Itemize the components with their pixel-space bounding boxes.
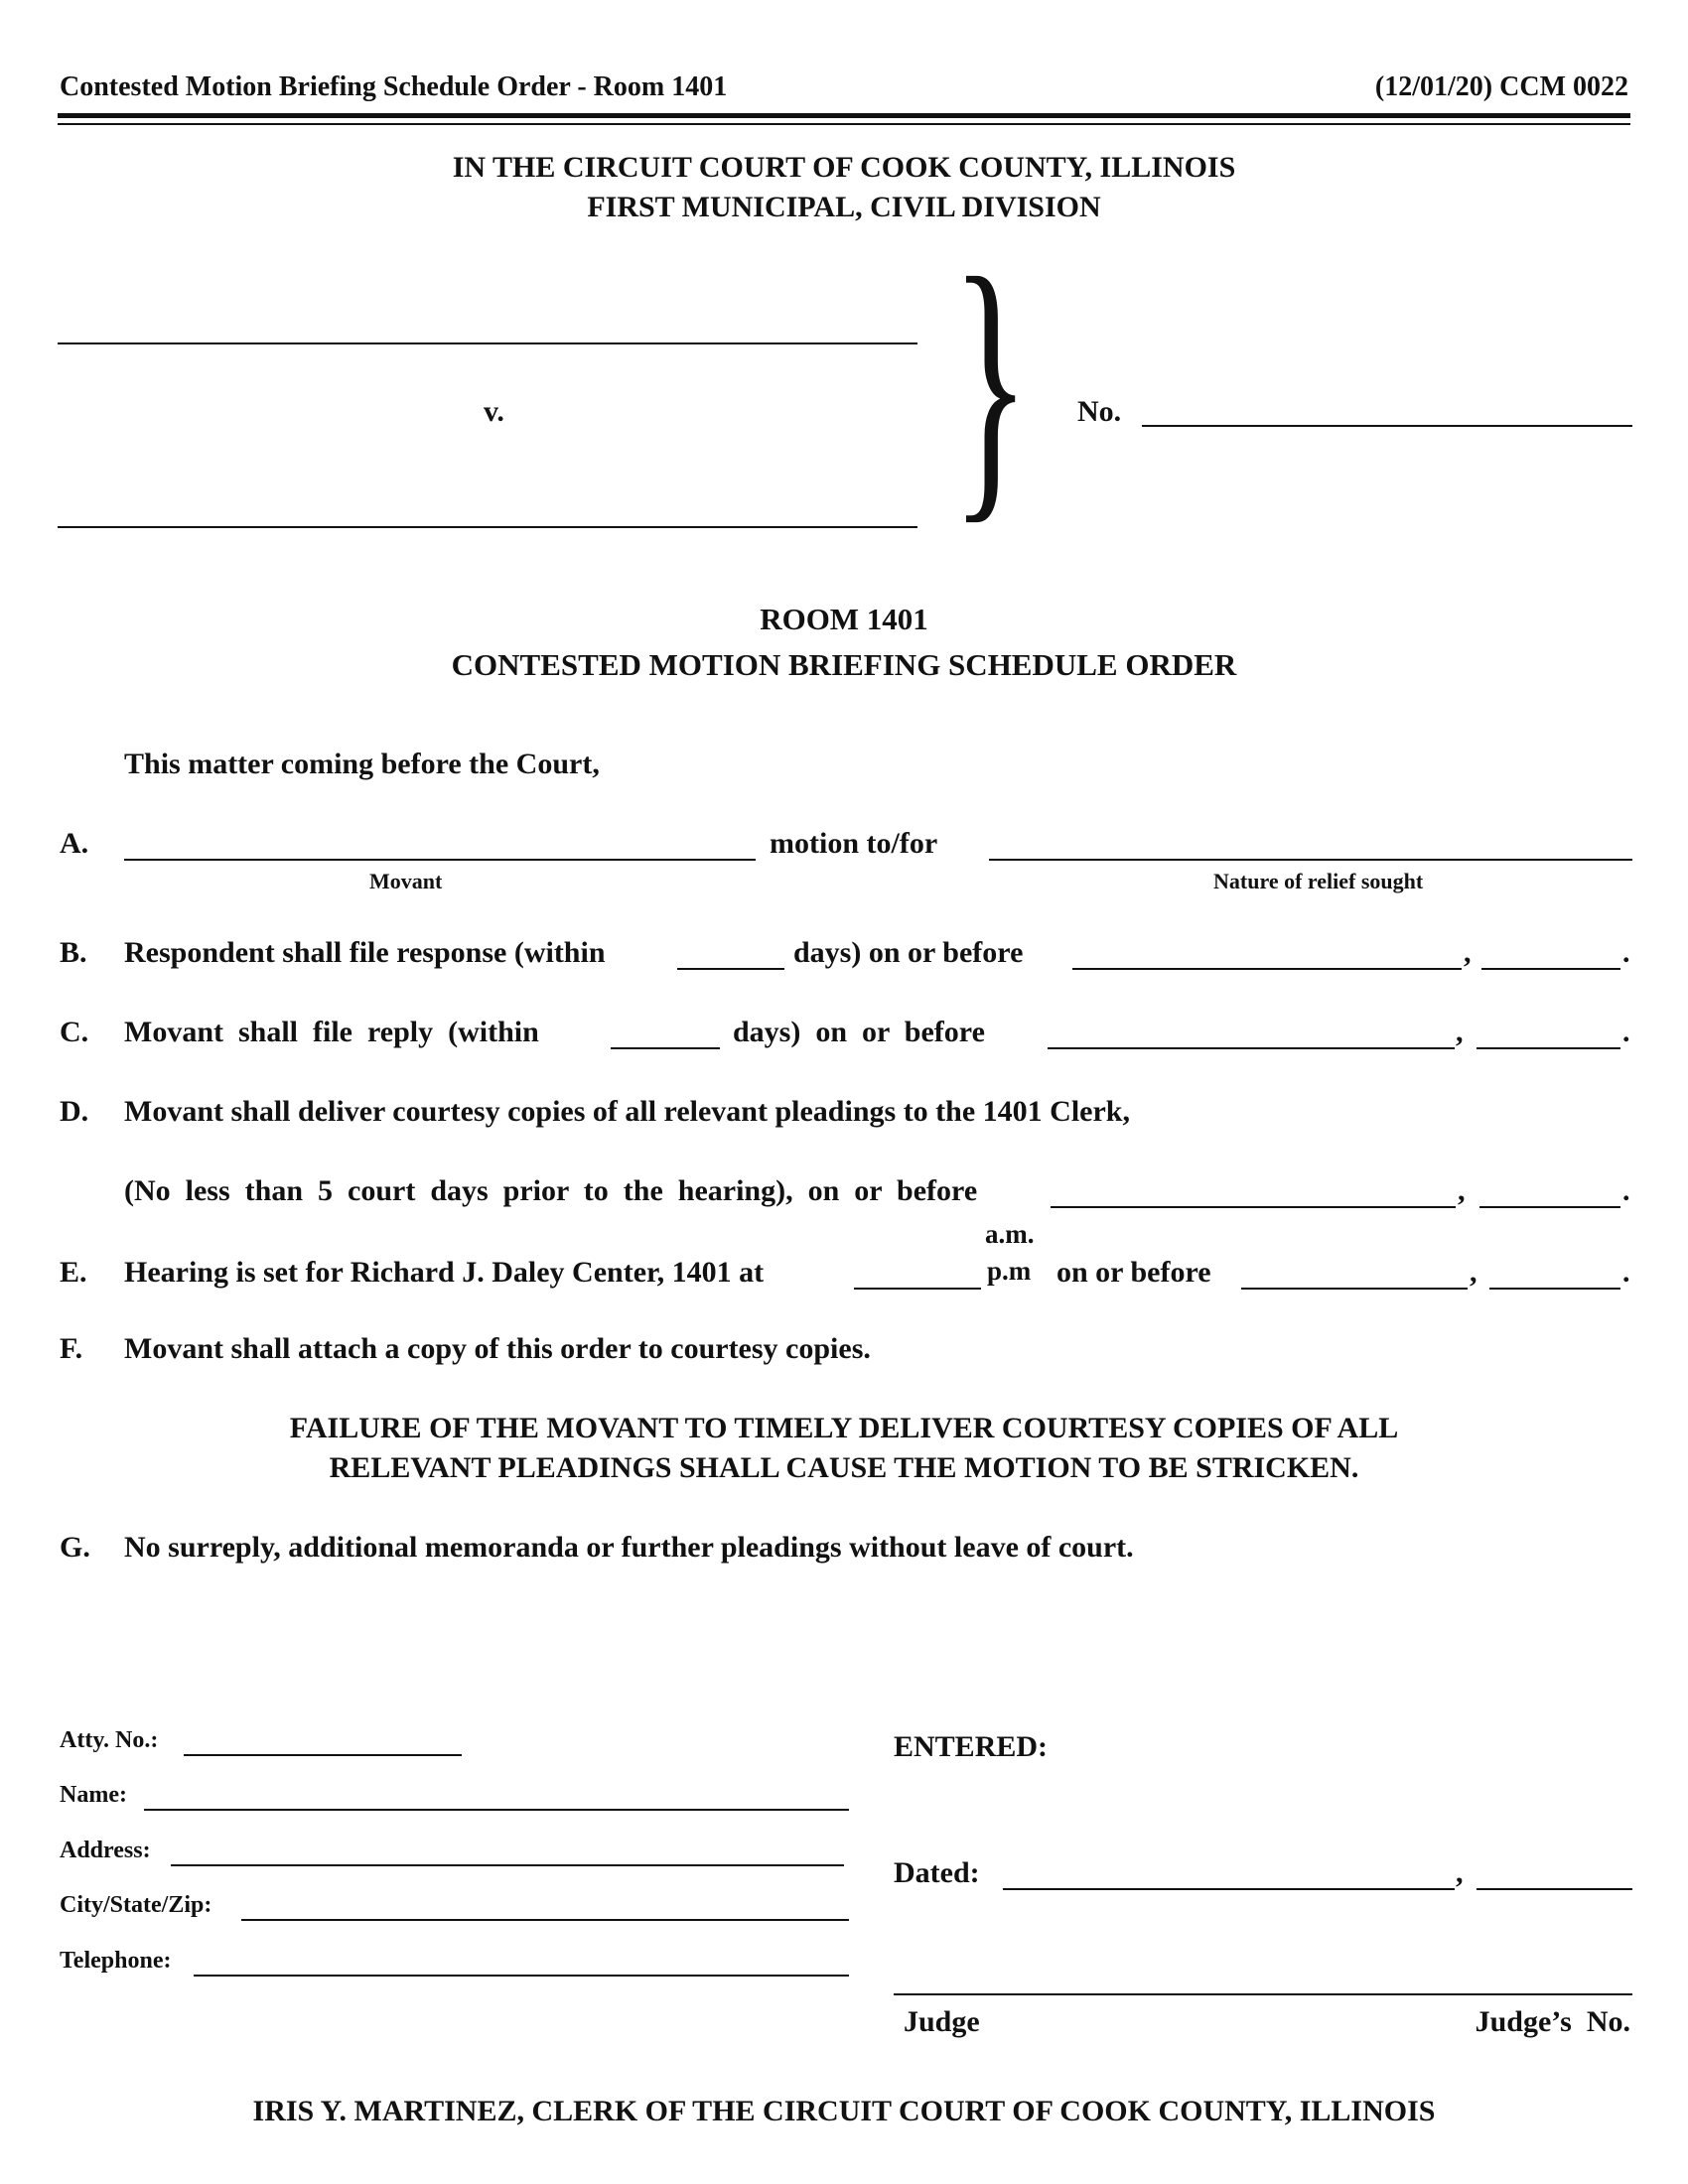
item-g-letter: G. (60, 1531, 90, 1564)
dated-label: Dated: (894, 1856, 980, 1889)
response-days-field[interactable] (677, 968, 784, 970)
court-name: IN THE CIRCUIT COURT OF COOK COUNTY, ILLINOIS (452, 151, 1236, 184)
warning-line-2: RELEVANT PLEADINGS SHALL CAUSE THE MOTION TO BE STRICKEN. (329, 1451, 1359, 1484)
atty-no-label: Atty. No.: (60, 1727, 159, 1753)
item-a-motion-text: motion to/for (770, 827, 938, 860)
item-d-comma: , (1458, 1174, 1466, 1207)
item-d-period: . (1622, 1174, 1630, 1207)
name-label: Name: (60, 1782, 127, 1808)
judge-no-label: Judge’s No. (1475, 2005, 1630, 2038)
item-e-letter: E. (60, 1256, 87, 1289)
item-b-text-2: days) on or before (793, 936, 1024, 969)
caption-brace: } (951, 217, 1031, 547)
relief-caption: Nature of relief sought (1213, 869, 1424, 893)
item-c-letter: C. (60, 1016, 89, 1048)
judge-signature-field[interactable] (894, 1993, 1632, 1995)
hearing-date-field[interactable] (1241, 1288, 1468, 1290)
court-division: FIRST MUNICIPAL, CIVIL DIVISION (587, 191, 1101, 223)
address-field[interactable] (171, 1864, 844, 1866)
item-c-text-2: days) on or before (733, 1016, 985, 1048)
item-e-text: Hearing is set for Richard J. Daley Center, 1401 at (124, 1256, 765, 1289)
item-f-text: Movant shall attach a copy of this order to courtesy copies. (124, 1332, 871, 1365)
judge-label: Judge (904, 2005, 980, 2038)
dated-year-field[interactable] (1477, 1888, 1632, 1890)
plaintiff-field[interactable] (58, 342, 917, 344)
item-b-period: . (1622, 936, 1630, 969)
item-d-text: Movant shall deliver courtesy copies of all relevant pleadings to the 1401 Clerk, (124, 1095, 1130, 1128)
movant-caption: Movant (369, 869, 443, 893)
dated-field[interactable] (1003, 1888, 1455, 1890)
item-f-letter: F. (60, 1332, 83, 1365)
item-c-text: Movant shall file reply (within (124, 1016, 539, 1048)
case-no-field[interactable] (1142, 425, 1632, 427)
dated-comma: , (1456, 1856, 1464, 1889)
header-rule-thick (58, 113, 1630, 118)
item-e-text-2: on or before (1056, 1256, 1211, 1289)
item-c-period: . (1622, 1016, 1630, 1048)
address-label: Address: (60, 1838, 151, 1863)
courtesy-date-field[interactable] (1051, 1206, 1456, 1208)
reply-date-field[interactable] (1048, 1047, 1455, 1049)
item-e-period: . (1622, 1256, 1630, 1289)
atty-no-field[interactable] (184, 1754, 462, 1756)
entered-label: ENTERED: (894, 1730, 1049, 1763)
response-year-field[interactable] (1481, 968, 1620, 970)
clerk-footer: IRIS Y. MARTINEZ, CLERK OF THE CIRCUIT COURT OF COOK COUNTY, ILLINOIS (252, 2095, 1436, 2127)
item-e-comma: , (1470, 1256, 1477, 1289)
name-field[interactable] (144, 1809, 849, 1811)
relief-field[interactable] (989, 859, 1632, 861)
item-d-text-2: (No less than 5 court days prior to the hearing), on or before (124, 1174, 978, 1207)
am-label: a.m. (985, 1219, 1035, 1249)
item-b-letter: B. (60, 936, 87, 969)
movant-field[interactable] (124, 859, 756, 861)
intro-text: This matter coming before the Court, (124, 748, 600, 780)
reply-days-field[interactable] (611, 1047, 720, 1049)
item-c-comma: , (1456, 1016, 1464, 1048)
reply-year-field[interactable] (1477, 1047, 1620, 1049)
courtesy-year-field[interactable] (1479, 1206, 1620, 1208)
item-g-text: No surreply, additional memoranda or further pleadings without leave of court. (124, 1531, 1134, 1564)
item-b-text: Respondent shall file response (within (124, 936, 606, 969)
item-d-letter: D. (60, 1095, 89, 1128)
city-field[interactable] (241, 1919, 849, 1921)
pm-label: p.m (987, 1256, 1032, 1286)
item-b-comma: , (1464, 936, 1472, 969)
form-code: (12/01/20) CCM 0022 (1374, 71, 1628, 102)
telephone-label: Telephone: (60, 1948, 172, 1974)
defendant-field[interactable] (58, 526, 917, 528)
versus-label: v. (484, 395, 504, 428)
city-label: City/State/Zip: (60, 1892, 212, 1918)
header-rule-thin (58, 123, 1630, 125)
room-title: ROOM 1401 (760, 602, 928, 636)
hearing-year-field[interactable] (1489, 1288, 1620, 1290)
form-title: Contested Motion Briefing Schedule Order - Room 1401 (60, 71, 728, 102)
case-no-label: No. (1077, 395, 1122, 428)
hearing-time-field[interactable] (854, 1288, 981, 1290)
response-date-field[interactable] (1072, 968, 1462, 970)
warning-line-1: FAILURE OF THE MOVANT TO TIMELY DELIVER COURTESY COPIES OF ALL (289, 1412, 1399, 1444)
item-a-letter: A. (60, 827, 89, 860)
telephone-field[interactable] (194, 1975, 849, 1977)
order-title: CONTESTED MOTION BRIEFING SCHEDULE ORDER (451, 647, 1237, 682)
